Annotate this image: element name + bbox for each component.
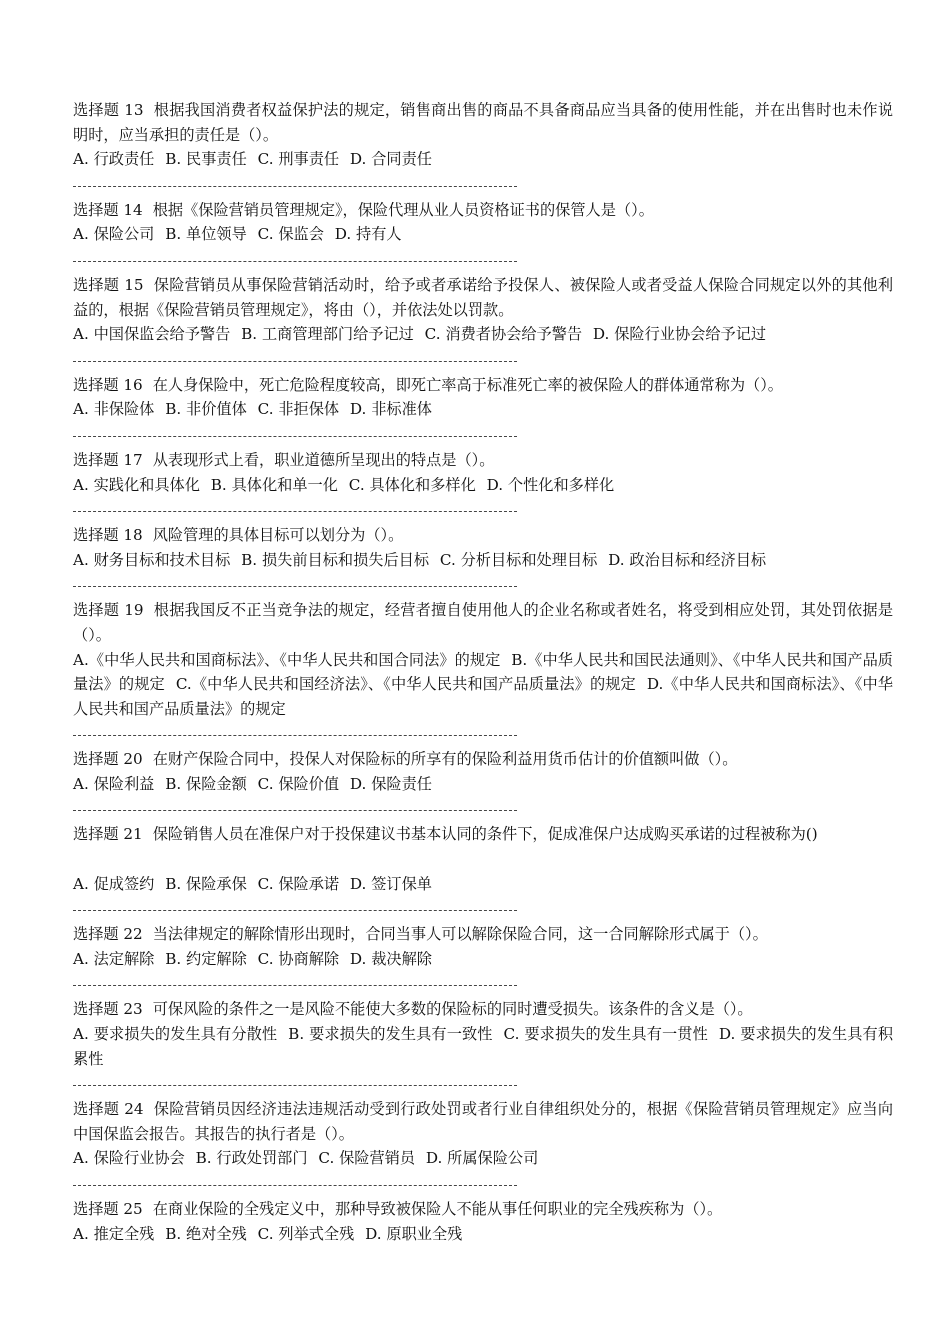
question-number: 选择题 22 [73,925,143,944]
option-list [73,473,893,498]
option-b: B. 绝对全残 [165,1224,247,1243]
blank-line [73,847,893,872]
option-c: C. 保险承诺 [257,874,340,893]
question-number: 选择题 21 [73,825,143,844]
question-number: 选择题 16 [73,375,143,394]
option-list [73,147,893,172]
option-c: C.《中华人民共和国经济法》、《中华人民共和国产品质量法》的规定 [175,675,636,694]
question-number: 选择题 25 [73,1200,143,1218]
question-text: 在商业保险的全残定义中，那种导致被保险人不能从事任何职业的完全残疾称为（）。 [152,1200,723,1218]
option-d: D. 裁决解除 [349,949,432,968]
option-a: A. 法定解除 [73,949,155,968]
question-number: 选择题 18 [73,526,143,545]
option-a: A. 保险公司 [73,225,155,244]
question-stem [73,448,893,473]
option-list [73,322,893,347]
question-13 [73,98,893,172]
question-text: 在财产保险合同中，投保人对保险标的所享有的保险利益用货币估计的价值额叫做（）。 [152,750,738,769]
question-number: 选择题 23 [73,1000,143,1019]
option-b: B. 工商管理部门给予记过 [241,325,414,344]
option-list [73,947,893,972]
option-a: A. 财务目标和技术目标 [73,550,231,569]
option-a: A. 实践化和具体化 [73,475,200,494]
option-b: B. 民事责任 [165,150,247,169]
question-stem [73,523,893,548]
question-number: 选择题 24 [73,1100,144,1119]
option-d: D. 持有人 [334,225,402,244]
option-c: C. 非拒保体 [257,400,340,419]
option-b: B. 单位领导 [165,225,247,244]
option-list [73,222,893,247]
option-d: D. 合同责任 [349,150,432,169]
option-c: C. 分析目标和处理目标 [439,550,598,569]
option-list [73,1022,893,1071]
question-16 [73,373,893,422]
dashed-separator [73,347,893,373]
option-b: B. 约定解除 [165,949,247,968]
option-d: D. 保险责任 [349,774,432,793]
question-stem [73,747,893,772]
dashed-separator [73,422,893,448]
option-d: D. 签订保单 [349,874,432,893]
question-number: 选择题 17 [73,450,143,469]
question-22 [73,922,893,971]
question-text: 保险营销员因经济违法违规活动受到行政处罚或者行业自律组织处分的，根据《保险营销员管理规定》应当向中国保监会报告。其报告的执行者是（）。 [73,1100,894,1143]
question-stem [73,822,893,847]
question-stem [73,1097,893,1146]
option-d: D. 政治目标和经济目标 [608,550,767,569]
question-stem [73,922,893,947]
option-c: C. 刑事责任 [257,150,340,169]
option-d: D. 所属保险公司 [425,1149,539,1168]
question-text: 可保风险的条件之一是风险不能使大多数的保险标的同时遭受损失。该条件的含义是（）。 [152,1000,753,1019]
option-c: C. 具体化和多样化 [348,475,476,494]
option-d: D. 要求损失的发生具有积累性 [73,1025,894,1068]
question-19 [73,598,893,721]
option-c: C. 消费者协会给予警告 [424,325,583,344]
option-b: B. 保险金额 [165,774,247,793]
option-d: D. 保险行业协会给予记过 [592,325,767,344]
question-text: 在人身保险中，死亡危险程度较高，即死亡率高于标准死亡率的被保险人的群体通常称为（）。 [152,375,783,394]
option-list [73,1222,893,1247]
option-a: A. 行政责任 [73,150,155,169]
option-b: B. 要求损失的发生具有一致性 [288,1025,493,1044]
option-a: A. 推定全残 [73,1224,155,1243]
question-stem [73,1197,893,1222]
question-number: 选择题 13 [73,101,144,119]
option-d: D. 个性化和多样化 [486,475,615,494]
question-text: 从表现形式上看，职业道德所呈现出的特点是（）。 [152,450,495,469]
question-stem [73,98,893,147]
option-b: B. 损失前目标和损失后目标 [241,550,430,569]
question-number: 选择题 19 [73,601,144,620]
option-c: C. 列举式全残 [257,1224,355,1243]
question-21 [73,822,893,896]
option-a: A. 保险利益 [73,774,155,793]
option-b: B. 非价值体 [165,400,247,419]
question-stem [73,598,893,647]
dashed-separator [73,796,893,822]
option-d: D. 原职业全残 [365,1224,463,1243]
dashed-separator [73,572,893,598]
dashed-separator [73,896,893,922]
option-list [73,1146,893,1171]
option-a: A. 保险行业协会 [73,1149,185,1168]
question-list [73,98,893,1246]
dashed-separator [73,172,893,198]
option-c: C. 保监会 [257,225,324,244]
question-stem [73,273,893,322]
option-b: B.《中华人民共和国民法通则》、《中华人民共和国产品质量法》的规定 [73,650,893,694]
question-18 [73,523,893,572]
dashed-separator [73,1071,893,1097]
question-text: 根据《保险营销员管理规定》，保险代理从业人员资格证书的保管人是（）。 [152,200,654,219]
option-b: B. 行政处罚部门 [195,1149,308,1168]
option-d: D.《中华人民共和国商标法》、《中华人民共和国产品质量法》的规定 [73,675,894,718]
question-20 [73,747,893,796]
question-number: 选择题 20 [73,750,143,769]
option-list [73,397,893,422]
question-stem [73,997,893,1022]
option-a: A. 中国保监会给予警告 [73,325,231,344]
question-text: 根据我国消费者权益保护法的规定，销售商出售的商品不具备商品应当具备的使用性能，并在出售时也未作说明时，应当承担的责任是（）。 [73,101,894,144]
question-text: 风险管理的具体目标可以划分为（）。 [152,526,404,545]
dashed-separator [73,497,893,523]
option-a: A. 非保险体 [73,400,155,419]
option-list [73,648,893,722]
question-number: 选择题 15 [73,275,144,294]
option-a: A. 要求损失的发生具有分散性 [73,1025,278,1044]
question-text: 根据我国反不正当竞争法的规定，经营者擅自使用他人的企业名称或者姓名，将受到相应处罚，其处罚依据是（）。 [73,601,894,644]
question-stem [73,373,893,398]
question-text: 当法律规定的解除情形出现时，合同当事人可以解除保险合同，这一合同解除形式属于（）。 [152,925,768,944]
question-number: 选择题 14 [73,200,143,219]
dashed-separator [73,247,893,273]
question-15 [73,273,893,347]
question-17 [73,448,893,497]
question-25 [73,1197,893,1246]
option-list [73,548,893,573]
option-list [73,872,893,897]
question-stem [73,198,893,223]
option-a: A. 促成签约 [73,874,155,893]
option-c: C. 保险营销员 [318,1149,416,1168]
option-a: A.《中华人民共和国商标法》、《中华人民共和国合同法》的规定 [73,650,501,669]
option-b: B. 保险承保 [165,874,247,893]
question-24 [73,1097,893,1171]
option-b: B. 具体化和单一化 [210,475,338,494]
dashed-separator [73,971,893,997]
question-text: 保险销售人员在准保户对于投保建议书基本认同的条件下，促成准保户达成购买承诺的过程被称为() [152,825,818,844]
question-23 [73,997,893,1071]
option-c: C. 要求损失的发生具有一贯性 [503,1025,708,1044]
question-14 [73,198,893,247]
option-c: C. 保险价值 [257,774,340,793]
dashed-separator [73,721,893,747]
option-c: C. 协商解除 [257,949,340,968]
option-list [73,772,893,797]
question-text: 保险营销员从事保险营销活动时，给予或者承诺给予投保人、被保险人或者受益人保险合同规定以外的其他利益的，根据《保险营销员管理规定》，将由（），并依法处以罚款。 [73,275,894,319]
option-d: D. 非标准体 [349,400,432,419]
dashed-separator [73,1171,893,1197]
